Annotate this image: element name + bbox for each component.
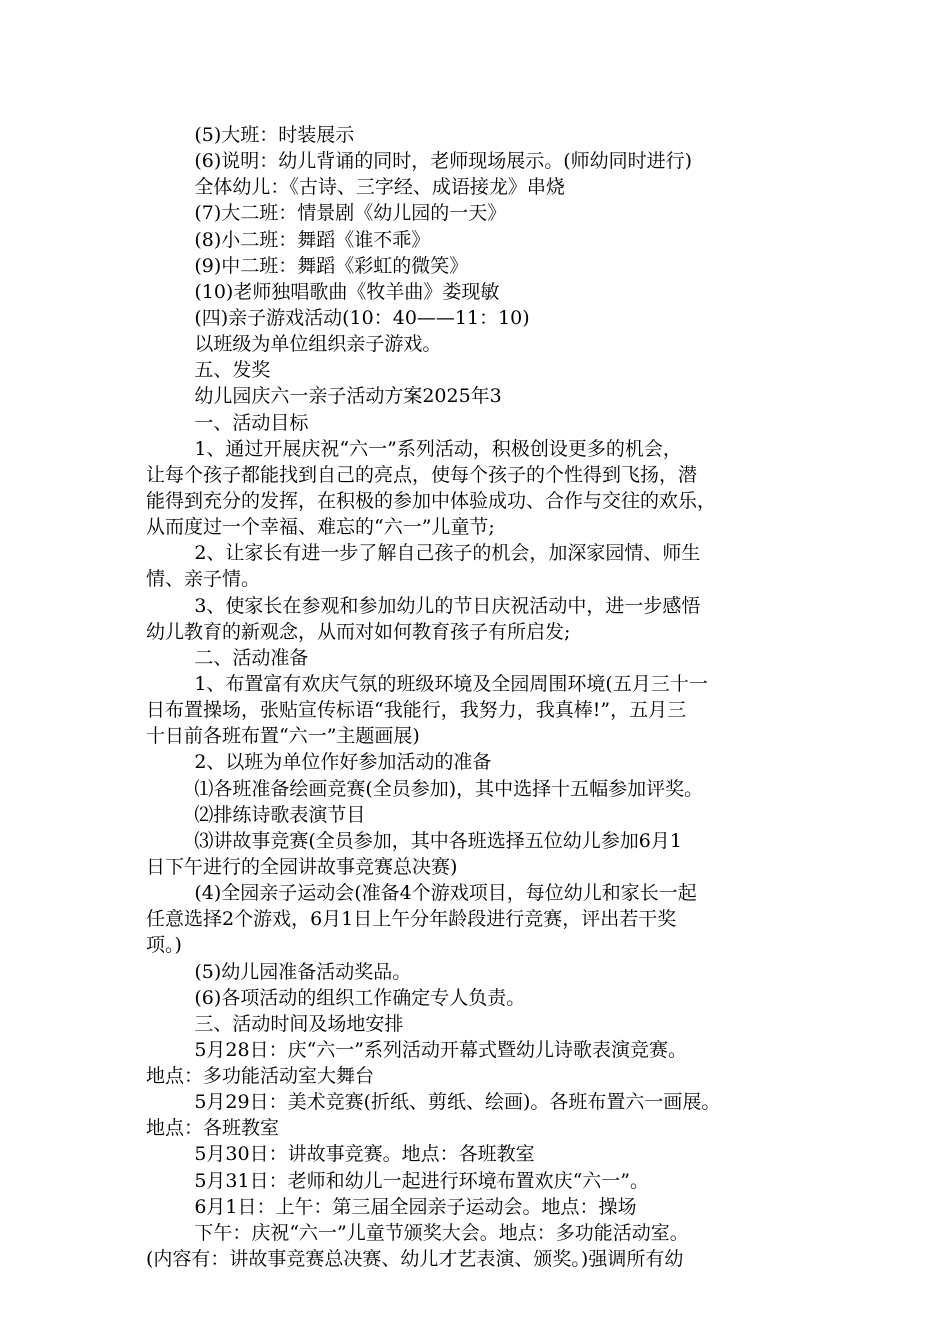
text-line: 一、活动目标 <box>146 411 309 434</box>
text-line: 地点：多功能活动室大舞台 <box>146 1065 375 1088</box>
text-line: (8)小二班：舞蹈《谁不乖》 <box>146 228 431 251</box>
text-line: (7)大二班：情景剧《幼儿园的一天》 <box>146 202 507 225</box>
text-line: 幼儿园庆六一亲子活动方案2025年3 <box>146 385 502 408</box>
text-line: 2、让家长有进一步了解自己孩子的机会，加深家园情、师生 <box>146 542 701 565</box>
text-line: (4)全园亲子运动会(准备4个游戏项目，每位幼儿和家长一起 <box>146 882 697 905</box>
text-line: 任意选择2个游戏，6月1日上午分年龄段进行竞赛，评出若干奖 <box>146 908 677 931</box>
text-line: 3、使家长在参观和参加幼儿的节日庆祝活动中，进一步感悟 <box>146 594 701 617</box>
text-line: ⑴各班准备绘画竞赛(全员参加)，其中选择十五幅参加评奖。 <box>146 777 704 800</box>
text-line: 情、亲子情。 <box>146 568 261 591</box>
text-line: ⑶讲故事竞赛(全员参加，其中各班选择五位幼儿参加6月1 <box>146 829 682 852</box>
text-line: (5)大班：时装展示 <box>146 124 355 146</box>
text-line: 下午：庆祝“六一”儿童节颁奖大会。地点：多功能活动室。 <box>146 1221 689 1244</box>
text-line: 6月1日：上午：第三届全园亲子运动会。地点：操场 <box>146 1195 637 1218</box>
text-line: (10)老师独唱歌曲《牧羊曲》娄现敏 <box>146 280 500 303</box>
text-line: 能得到充分的发挥，在积极的参加中体验成功、合作与交往的欢乐， <box>146 489 717 512</box>
text-line: 5月31日：老师和幼儿一起进行环境布置欢庆“六一”。 <box>146 1169 650 1192</box>
text-line: 5月30日：讲故事竞赛。地点：各班教室 <box>146 1143 535 1166</box>
text-line: 五、发奖 <box>146 359 271 382</box>
text-line: 日布置操场，张贴宣传标语“我能行，我努力，我真棒!”，五月三 <box>146 699 687 722</box>
text-line: (9)中二班：舞蹈《彩虹的微笑》 <box>146 254 469 277</box>
text-line: 项。) <box>146 934 182 957</box>
text-line: 让每个孩子都能找到自己的亮点，使每个孩子的个性得到飞扬，潜 <box>146 463 698 486</box>
text-line: (四)亲子游戏活动(10：40——11：10) <box>146 306 530 329</box>
text-line: ⑵排练诗歌表演节目 <box>146 803 366 826</box>
text-line: 日下午进行的全园讲故事竞赛总决赛) <box>146 855 458 878</box>
text-line: 全体幼儿：《古诗、三字经、成语接龙》串烧 <box>146 176 565 199</box>
text-line: 三、活动时间及场地安排 <box>146 1012 404 1035</box>
text-line: (6)各项活动的组织工作确定专人负责。 <box>146 986 526 1009</box>
text-line: 二、活动准备 <box>146 646 309 669</box>
text-line: 从而度过一个幸福、难忘的“六一”儿童节; <box>146 516 495 539</box>
document-body <box>146 122 808 1272</box>
text-line: 2、以班为单位作好参加活动的准备 <box>146 751 492 774</box>
text-line: (内容有：讲故事竞赛总决赛、幼儿才艺表演、颁奖。)强调所有幼 <box>146 1248 684 1271</box>
text-line: 十日前各班布置“六一”主题画展) <box>146 725 420 748</box>
text-line: 地点：各班教室 <box>146 1117 280 1140</box>
text-line: (6)说明：幼儿背诵的同时，老师现场展示。(师幼同时进行) <box>146 150 693 173</box>
text-line: 5月28日：庆“六一”系列活动开幕式暨幼儿诗歌表演竞赛。 <box>146 1038 688 1061</box>
text-line: (5)幼儿园准备活动奖品。 <box>146 960 412 983</box>
text-line: 5月29日：美术竞赛(折纸、剪纸、绘画)。各班布置六一画展。 <box>146 1091 721 1114</box>
text-line: 1、通过开展庆祝“六一”系列活动，积极创设更多的机会， <box>146 437 682 460</box>
text-line: 以班级为单位组织亲子游戏。 <box>146 333 442 356</box>
text-line: 幼儿教育的新观念，从而对如何教育孩子有所启发; <box>146 620 571 643</box>
text-line: 1、布置富有欢庆气氛的班级环境及全园周围环境(五月三十一 <box>146 672 708 695</box>
